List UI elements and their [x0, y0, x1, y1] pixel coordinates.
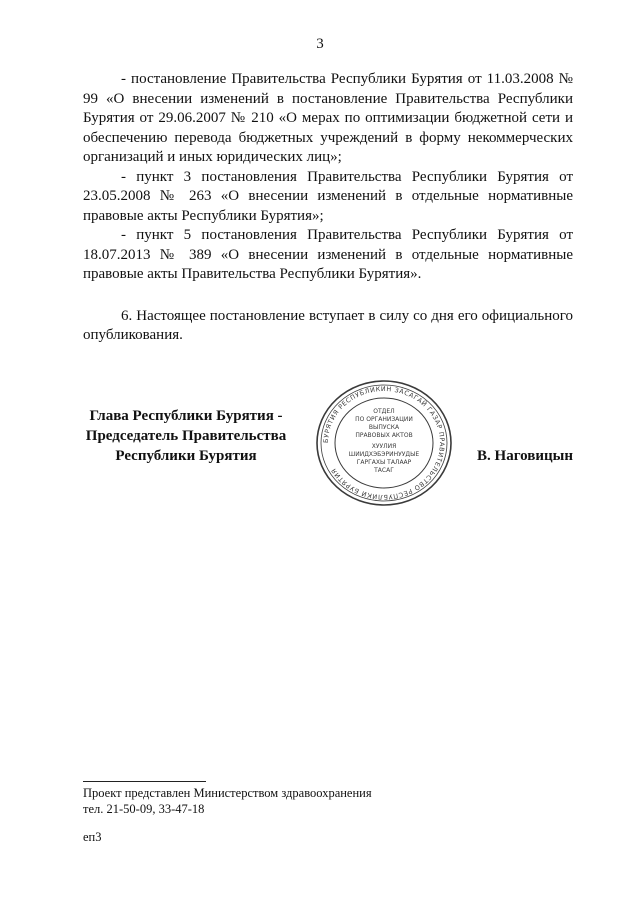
- seal-inner-line: ТАСАГ: [374, 467, 394, 474]
- signatory-name: В. Наговицын: [477, 448, 573, 464]
- seal-inner-line: ХУУЛИЯ: [371, 443, 397, 450]
- footer-notes: [83, 785, 563, 845]
- paragraph-effective-date: 6. Настоящее постановление вступает в силу со дня его официального опубликования.: [83, 307, 573, 343]
- seal-inner-line: ВЫПУСКА: [368, 424, 400, 431]
- seal-outer-text: БУРЯТИЯ РЕСПУБЛИКИН ЗАСАГАЙ ГАЗАР ПРАВИТЕЛЬСТВО РЕСПУБЛИКИ БУРЯТИЯ: [321, 384, 447, 502]
- seal-inner-line: ОТДЕЛ: [373, 408, 395, 415]
- footer-file-code: еп3: [83, 830, 102, 844]
- signatory-title: [83, 406, 289, 466]
- footer-divider: [83, 781, 206, 782]
- footer-phone: тел. 21-50-09, 33-47-18: [83, 802, 205, 816]
- signatory-title-line: Глава Республики Бурятия -: [89, 408, 283, 424]
- official-seal-stamp: [314, 378, 454, 508]
- footer-prepared-by: Проект представлен Министерством здравоохранения: [83, 786, 372, 800]
- signatory-title-line: Республики Бурятия: [115, 448, 257, 464]
- seal-inner-line: ПО ОРГАНИЗАЦИИ: [355, 416, 413, 423]
- seal-inner-line: ГАРГАХЫ ТАЛААР: [356, 459, 412, 466]
- paragraph-item-2: - пункт 3 постановления Правительства Республики Бурятия от 23.05.2008 № 263 «О внесении изменений в отдельные нормативные правовые акты Республики Бурятия»;: [83, 168, 573, 224]
- paragraph-item-3: - пункт 5 постановления Правительства Республики Бурятия от 18.07.2013 № 389 «О внесении изменений в отдельные нормативные правовые акты Правительства Республики Бурятия».: [83, 227, 573, 282]
- page-number: 3: [316, 36, 324, 52]
- seal-inner-line: ШИИДХЭБЭРИНУУДЫЕ: [348, 451, 420, 458]
- seal-inner-line: ПРАВОВЫХ АКТОВ: [355, 432, 413, 439]
- signatory-title-line: Председатель Правительства: [85, 428, 287, 444]
- paragraph-item-1: - постановление Правительства Республики Бурятия от 11.03.2008 № 99 «О внесении изменений в постановление Правительства Республики Бурятия от 29.06.2007 № 210 «О мерах по оптимизации бюджетной сети и обеспечению перевода бюджетных учреждений в форму некоммерческих организаций и иных юридических лиц»;: [83, 71, 573, 165]
- document-body: [83, 70, 573, 346]
